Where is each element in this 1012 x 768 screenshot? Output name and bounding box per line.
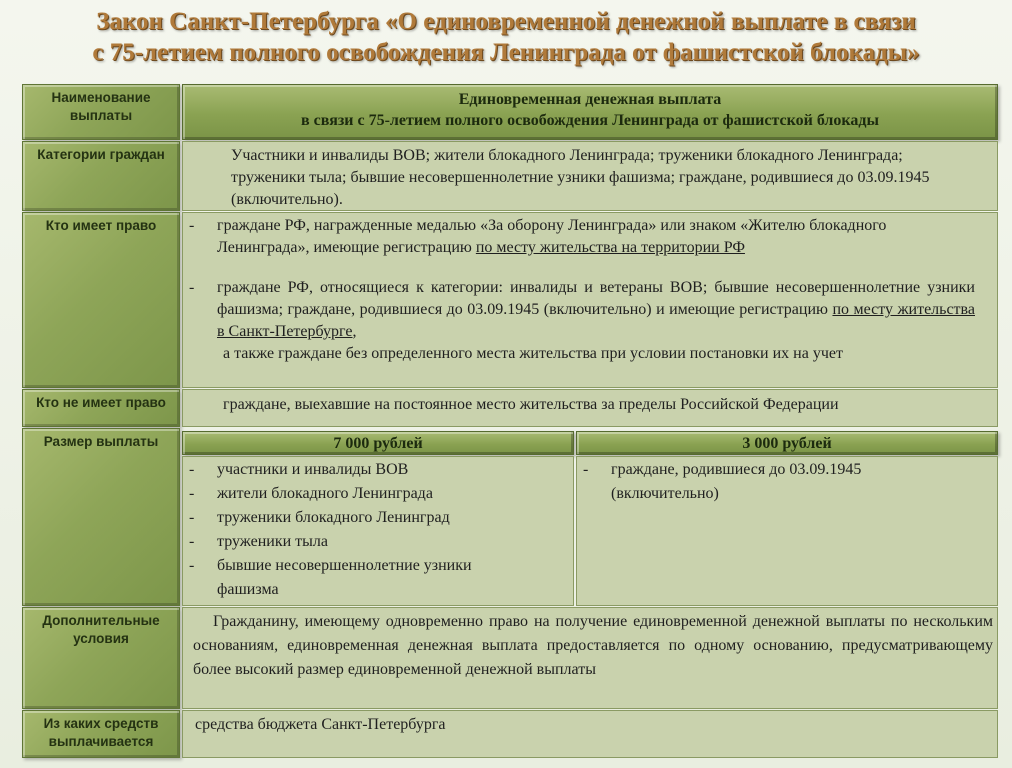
categories-cell bbox=[182, 141, 998, 211]
label-funding: Из каких средств выплачивается bbox=[22, 710, 180, 758]
amount-7000-item: - бывшие несовершеннолетние узники фашизма bbox=[187, 554, 517, 602]
label-eligible: Кто имеет право bbox=[22, 212, 180, 388]
amount-7000-item: - труженики тыла bbox=[187, 530, 517, 554]
payment-name-header bbox=[182, 84, 998, 140]
amount-7000-cell bbox=[182, 456, 574, 606]
payment-name-line-1: Единовременная денежная выплата bbox=[458, 91, 722, 108]
label-amount: Размер выплаты bbox=[22, 428, 180, 606]
slide-title-line-1: Закон Санкт-Петербурга «О единовременной денежной выплате в связи bbox=[96, 8, 916, 35]
eligible-item-2: - граждане РФ, относящиеся к категории: инвалиды и ветераны ВОВ; бывшие несовершеннолетние узники фашизма; граждане, родившиеся до 03.09.1945 (включительно) и имеющие регистрацию по месту жительства в Санкт-Петербурге, bbox=[187, 277, 975, 343]
slide-title-line-2: с 75-летием полного освобождения Ленинграда от фашистской блокады» bbox=[92, 39, 920, 66]
amount-7000-item: - участники и инвалиды ВОВ bbox=[187, 458, 517, 482]
amount-3000-cell bbox=[576, 456, 998, 606]
label-categories: Категории граждан bbox=[22, 141, 180, 211]
eligible-item-2-link: по месту жительства в Санкт-Петербурге bbox=[217, 301, 975, 340]
label-payment-name: Наименование выплаты bbox=[22, 84, 180, 140]
extra-conditions-text: Гражданину, имеющему одновременно право на получение единовременной денежной выплаты по нескольким основаниям, единовременная денежная выплата предоставляется по одному основанию, предусматривающему более высокий размер единовременной денежной выплаты bbox=[193, 613, 993, 678]
amount-3000-list bbox=[581, 458, 911, 506]
eligible-item-1: - граждане РФ, награжденные медалью «За оборону Ленинграда» или знаком «Жителю блокадного Ленинграда», имеющие регистрацию по месту жительства на территории РФ bbox=[187, 215, 975, 259]
eligible-list bbox=[187, 215, 975, 343]
amount-3000-header: 3 000 рублей bbox=[576, 431, 998, 455]
funding-cell bbox=[182, 710, 998, 758]
funding-text: средства бюджета Санкт-Петербурга bbox=[195, 716, 446, 733]
payment-name-line-2: в связи с 75-летием полного освобождения Ленинграда от фашистской блокады bbox=[301, 112, 879, 129]
amount-3000-item: - граждане, родившиеся до 03.09.1945 (включительно) bbox=[581, 458, 911, 506]
amount-7000-item: - жители блокадного Ленинграда bbox=[187, 482, 517, 506]
label-not-eligible: Кто не имеет право bbox=[22, 389, 180, 427]
slide-title bbox=[0, 6, 1012, 68]
amount-7000-header: 7 000 рублей bbox=[182, 431, 574, 455]
eligible-cell bbox=[182, 212, 998, 388]
eligible-item-1-link: по месту жительства на территории РФ bbox=[475, 239, 745, 256]
eligible-extra: а также граждане без определенного места жительства при условии постановки их на учет bbox=[223, 345, 843, 362]
amount-7000-list bbox=[187, 458, 517, 602]
label-extra-conditions: Дополнительные условия bbox=[22, 607, 180, 709]
categories-text: Участники и инвалиды ВОВ; жители блокадного Ленинграда; труженики блокадного Ленинграда; труженики тыла; бывшие несовершеннолетние узники фашизма; граждане, родившиеся до 03.09.1945 (включительно). bbox=[231, 147, 930, 208]
amount-7000-item: - труженики блокадного Ленинград bbox=[187, 506, 517, 530]
not-eligible-text: граждане, выехавшие на постоянное место жительства за пределы Российской Федерации bbox=[223, 396, 839, 413]
not-eligible-cell bbox=[182, 389, 998, 427]
extra-conditions-cell bbox=[182, 607, 998, 709]
